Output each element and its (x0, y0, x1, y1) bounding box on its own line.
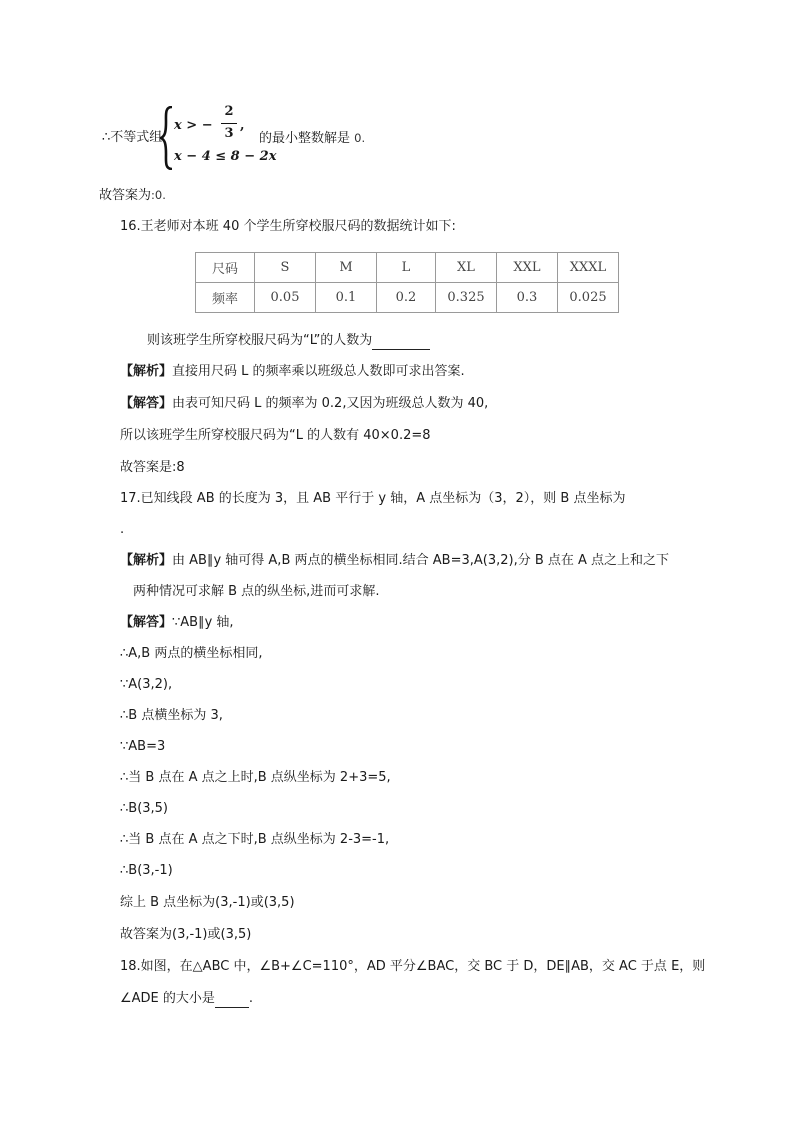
table-cell: 0.325 (436, 283, 497, 313)
frequency-table (195, 252, 619, 313)
q17-step: ∴当 B 点在 A 点之下时,B 点纵坐标为 2-3=-1, (120, 832, 390, 847)
table-cell: 0.05 (255, 283, 316, 313)
q17-analysis-2: 两种情况可求解 B 点的纵坐标,进而可求解. (133, 584, 380, 599)
q17-step: ∴B 点横坐标为 3, (120, 708, 223, 723)
q17-step: ∴A,B 两点的横坐标相同, (120, 646, 263, 661)
fraction-bar (221, 123, 237, 124)
q16-solution-2: 所以该班学生所穿校服尺码为“L 的人数有 40×0.2=8 (120, 428, 431, 443)
q17-stem: 17.已知线段 AB 的长度为 3，且 AB 平行于 y 轴，A 点坐标为（3，2），则 B 点坐标为 (120, 491, 626, 506)
table-cell: XXL (497, 253, 558, 283)
table-cell: 0.025 (558, 283, 619, 313)
table-cell: 0.2 (377, 283, 436, 313)
q15-prefix: ∴不等式组 (102, 130, 163, 145)
answer-blank (215, 993, 249, 1008)
table-cell: S (255, 253, 316, 283)
q18-stem-2: ∠ADE 的大小是 . (120, 991, 254, 1006)
q17-step: ∴当 B 点在 A 点之上时,B 点纵坐标为 2+3=5, (120, 770, 391, 785)
inequality-1-comma: , (240, 118, 245, 133)
q16-solution-1: 【解答】由表可知尺码 L 的频率为 0.2,又因为班级总人数为 40, (120, 396, 489, 411)
inequality-2: x − 4 ≤ 8 − 2x (174, 149, 277, 164)
q16-question: 则该班学生所穿校服尺码为“L”的人数为 (147, 332, 430, 350)
table-cell: 0.1 (316, 283, 377, 313)
table-cell: M (316, 253, 377, 283)
table-row (196, 253, 619, 283)
q17-step: ∴B(3,5) (120, 801, 169, 816)
q15-suffix: 的最小整数解是 0. (259, 131, 366, 146)
table-cell: XXXL (558, 253, 619, 283)
q17-step: ∴B(3,-1) (120, 863, 173, 878)
table-cell: XL (436, 253, 497, 283)
q16-answer: 故答案是:8 (120, 460, 185, 475)
table-row (196, 283, 619, 313)
q17-step: ∵A(3,2), (120, 677, 173, 692)
q18-stem-1: 18.如图，在△ABC 中，∠B+∠C=110°，AD 平分∠BAC，交 BC 于 D，DE∥AB，交 AC 于点 E，则 (120, 959, 706, 974)
q16-analysis: 【解析】直接用尺码 L 的频率乘以班级总人数即可求出答案. (120, 364, 465, 379)
table-cell: L (377, 253, 436, 283)
q17-step: ∵AB=3 (120, 739, 166, 754)
answer-blank (372, 335, 430, 350)
table-cell: 0.3 (497, 283, 558, 313)
q17-stem-end: . (120, 522, 125, 537)
q15-answer: 故答案为:0. (99, 188, 166, 203)
left-brace-icon (160, 106, 174, 170)
q16-stem: 16.王老师对本班 40 个学生所穿校服尺码的数据统计如下: (120, 219, 456, 234)
inequality-1: x > − (174, 118, 213, 133)
fraction-numerator: 2 (224, 104, 234, 119)
inequality-system (102, 104, 402, 170)
table-header-cell: 频率 (196, 283, 255, 313)
q17-analysis-1: 【解析】由 AB∥y 轴可得 A,B 两点的横坐标相同.结合 AB=3,A(3,2),分 B 点在 A 点之上和之下 (120, 553, 670, 568)
q17-conclusion: 综上 B 点坐标为(3,-1)或(3,5) (120, 895, 295, 910)
table-header-cell: 尺码 (196, 253, 255, 283)
q17-answer: 故答案为(3,-1)或(3,5) (120, 927, 252, 942)
q17-solution: 【解答】∵AB∥y 轴, (120, 615, 234, 630)
fraction-denominator: 3 (224, 126, 234, 141)
